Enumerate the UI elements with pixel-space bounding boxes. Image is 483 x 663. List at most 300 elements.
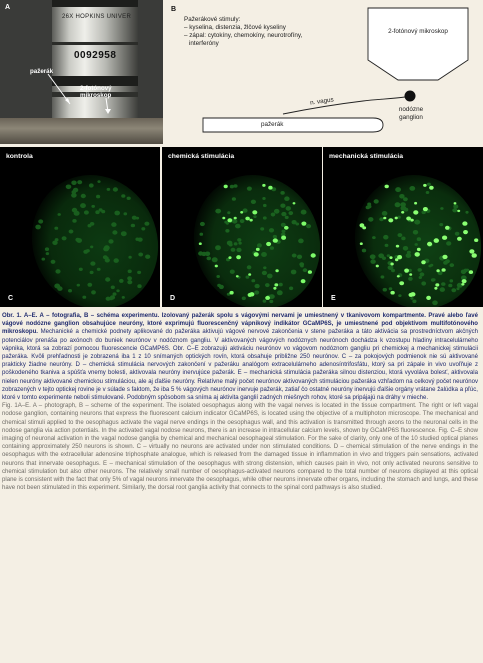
neuron-cell <box>77 284 80 287</box>
neuron-cell <box>286 206 291 211</box>
neuron-cell <box>274 209 280 214</box>
neuron-cell <box>269 300 273 303</box>
neuron-cell <box>103 247 109 252</box>
esophagus-shape <box>203 118 383 132</box>
neuron-cell <box>73 188 78 193</box>
neuron-cell <box>257 243 262 247</box>
active-neuron <box>423 184 427 187</box>
scheme-label-microscope: 2-fotónový mikroskop <box>388 28 448 35</box>
objective-engraving: 26X HOPKINS UNIVER <box>62 14 132 20</box>
ganglion-image-c <box>0 147 160 307</box>
active-neuron <box>457 237 462 241</box>
active-neuron <box>266 242 271 246</box>
neuron-cell <box>255 284 260 288</box>
neuron-cell <box>273 235 277 239</box>
neuron-cell <box>90 261 95 265</box>
active-neuron <box>389 256 392 259</box>
neuron-cell <box>84 210 89 214</box>
neuron-cell <box>306 224 311 228</box>
active-neuron <box>404 269 409 273</box>
active-neuron <box>390 291 394 295</box>
neuron-cell <box>215 209 221 214</box>
neuron-cell <box>382 257 386 260</box>
neuron-cell <box>263 216 267 219</box>
neuron-cell <box>97 180 100 183</box>
neuron-cell <box>200 222 205 226</box>
active-neuron <box>228 256 231 259</box>
neuron-cell <box>301 210 307 215</box>
active-neuron <box>409 273 412 276</box>
neuron-cell <box>280 191 284 195</box>
active-neuron <box>396 245 399 248</box>
active-neuron <box>442 255 447 259</box>
neuron-cell <box>201 252 206 256</box>
neuron-cell <box>381 275 385 278</box>
neuron-cell <box>55 269 60 273</box>
neuron-cell <box>237 238 241 242</box>
active-neuron <box>401 211 404 214</box>
neuron-cell <box>389 287 393 290</box>
neuron-cell <box>251 279 255 282</box>
neuron-cell <box>72 208 77 213</box>
neuron-cell <box>138 253 143 257</box>
neuron-cell <box>427 183 431 186</box>
neuron-cell <box>254 290 259 294</box>
neuron-cell <box>391 269 395 272</box>
neuron-cell <box>445 259 450 263</box>
neuron-cell <box>108 239 113 243</box>
neuron-cell <box>292 254 297 258</box>
neuron-cell <box>263 204 267 207</box>
neuron-cell <box>121 194 125 198</box>
neuron-cell <box>81 194 86 198</box>
neuron-cell <box>362 249 366 253</box>
panel-d-title: chemická stimulácia <box>168 153 235 160</box>
neuron-cell <box>54 227 58 230</box>
active-neuron <box>410 219 413 222</box>
neuron-cell <box>277 290 283 295</box>
neuron-cell <box>413 230 418 235</box>
active-neuron <box>413 210 418 214</box>
neuron-cell <box>440 207 443 210</box>
neuron-cell <box>127 276 132 280</box>
neuron-cell <box>265 283 270 287</box>
neuron-cell <box>451 288 456 292</box>
neuron-cell <box>271 213 276 217</box>
neuron-cell <box>269 228 274 232</box>
fluorescence-panel-d <box>162 147 322 307</box>
neuron-cell <box>409 186 415 191</box>
neuron-cell <box>101 210 105 213</box>
neuron-cell <box>284 196 289 201</box>
active-neuron <box>469 270 473 274</box>
active-neuron <box>472 253 477 258</box>
neuron-cell <box>107 188 111 191</box>
neuron-cell <box>42 258 46 261</box>
active-neuron <box>383 217 386 220</box>
neuron-cell <box>109 297 113 301</box>
active-neuron <box>423 207 428 211</box>
neuron-cell <box>97 268 101 271</box>
neuron-cell <box>128 270 132 274</box>
neuron-cell <box>52 241 57 246</box>
active-neuron <box>442 236 447 240</box>
neuron-cell <box>431 278 435 281</box>
neuron-cell <box>89 183 94 187</box>
neuron-cell <box>91 290 96 294</box>
active-neuron <box>395 258 398 261</box>
neuron-cell <box>374 199 379 203</box>
neuron-cell <box>303 268 308 272</box>
active-neuron <box>284 226 289 230</box>
neuron-cell <box>116 289 119 292</box>
neuron-cell <box>383 235 388 240</box>
neuron-cell <box>111 222 116 227</box>
neuron-cell <box>461 270 466 275</box>
caption-slovak <box>2 312 478 402</box>
neuron-cell <box>90 271 94 274</box>
active-neuron <box>222 217 225 220</box>
photo-arrows <box>0 0 163 144</box>
neuron-cell <box>367 203 371 206</box>
neuron-cell <box>401 206 407 211</box>
neuron-cell <box>66 185 72 190</box>
active-neuron <box>415 252 420 257</box>
neuron-cell <box>128 256 131 259</box>
neuron-cell <box>112 230 117 234</box>
neuron-cell <box>398 233 403 237</box>
neuron-cell <box>216 275 220 278</box>
active-neuron <box>421 260 426 264</box>
neuron-cell <box>446 241 451 245</box>
neuron-cell <box>233 184 237 188</box>
neuron-cell <box>279 283 283 287</box>
stimuli-item: – zápal: cytokíny, chemokíny, neurotrofíny, <box>184 32 303 39</box>
neuron-cell <box>141 227 145 230</box>
scheme-label-esophagus: pažerák <box>261 121 284 128</box>
neuron-cell <box>90 222 95 226</box>
neuron-cell <box>440 287 445 292</box>
fluorescence-panel-e <box>323 147 483 307</box>
neuron-cell <box>234 242 238 245</box>
neuron-cell <box>144 222 149 226</box>
neuron-cell <box>58 213 61 216</box>
caption-slovak-bold: Obr. 1. A–E. A – fotografia, B – schéma experimentu. Izolovaný pažerák spolu s vágovými nervami je umiestnený v tkanivovom kompartmente. Pravé alebo ľavé vágové nodózne ganglion obsahujúce neuróny, ktoré exprimujú fluorescenčný vápnikový indikátor GCaMP6S, je umiestnené pod objektívom multifotónového mikroskopu. <box>2 313 478 336</box>
active-neuron <box>376 265 379 268</box>
neuron-cell <box>246 276 250 279</box>
ganglion-image-e <box>323 147 483 307</box>
neuron-cell <box>298 239 304 244</box>
neuron-cell <box>87 283 92 287</box>
neuron-cell <box>51 260 56 264</box>
active-neuron <box>252 210 257 214</box>
neuron-cell <box>80 203 86 208</box>
neuron-cell <box>242 297 246 301</box>
active-neuron <box>308 270 312 274</box>
neuron-cell <box>412 300 416 304</box>
active-neuron <box>301 222 306 226</box>
photo-panel-a <box>0 0 163 144</box>
photo-label-microscope: 2-fotónový mikroskop <box>80 85 112 99</box>
neuron-cell <box>280 204 285 208</box>
neuron-cell <box>113 187 118 191</box>
neuron-cell <box>57 286 62 291</box>
active-neuron <box>245 217 250 221</box>
scheme-label-vagus: n. vagus <box>309 96 335 107</box>
neuron-cell <box>124 212 128 215</box>
neuron-cell <box>119 279 124 283</box>
neuron-cell <box>75 238 80 242</box>
neuron-cell <box>453 204 458 208</box>
active-neuron <box>406 217 411 221</box>
neuron-cell <box>426 191 430 194</box>
neuron-cell <box>145 255 150 259</box>
neuron-cell <box>410 297 413 300</box>
neuron-cell <box>403 246 408 251</box>
neuron-cell <box>236 248 241 252</box>
panel-c-label: C <box>8 295 14 302</box>
neuron-cell <box>238 242 241 245</box>
neuron-cell <box>229 243 233 246</box>
active-neuron <box>434 287 437 290</box>
active-neuron <box>429 186 434 190</box>
neuron-cell <box>418 268 422 272</box>
neuron-cell <box>79 268 83 271</box>
active-neuron <box>268 186 272 190</box>
active-neuron <box>224 185 228 189</box>
neuron-cell <box>46 252 49 255</box>
neuron-cell <box>91 205 95 208</box>
active-neuron <box>293 202 296 204</box>
neuron-cell <box>281 212 286 216</box>
neuron-cell <box>232 197 236 201</box>
active-neuron <box>390 263 393 266</box>
scheme-panel-b <box>163 0 483 144</box>
ganglion-image-d <box>162 147 322 307</box>
active-neuron <box>360 223 365 227</box>
neuron-cell <box>395 202 401 207</box>
neuron-cell <box>450 263 455 267</box>
figure-caption <box>2 312 478 492</box>
neuron-cell <box>432 300 438 305</box>
active-neuron <box>395 217 398 220</box>
active-neuron <box>256 248 260 251</box>
neuron-cell <box>114 258 119 263</box>
neuron-cell <box>77 180 82 184</box>
active-neuron <box>199 242 202 245</box>
neuron-cell <box>137 271 141 274</box>
neuron-cell <box>68 289 72 292</box>
neuron-cell <box>35 225 41 230</box>
active-neuron <box>254 252 259 256</box>
neuron-cell <box>415 243 418 246</box>
neuron-cell <box>263 266 266 269</box>
active-neuron <box>262 184 265 187</box>
active-neuron <box>311 253 316 257</box>
active-neuron <box>227 218 232 222</box>
active-neuron <box>436 269 439 272</box>
neuron-cell <box>379 217 384 221</box>
neuron-cell <box>261 252 267 257</box>
neuron-cell <box>297 255 302 259</box>
neuron-cell <box>83 250 88 254</box>
neuron-cell <box>127 197 131 200</box>
active-neuron <box>275 269 278 272</box>
active-neuron <box>236 275 239 277</box>
active-neuron <box>457 210 460 212</box>
active-neuron <box>388 218 393 222</box>
neuron-cell <box>136 217 139 220</box>
active-neuron <box>385 185 389 189</box>
caption-slovak-body: Mechanické a chemické podnety aplikované do pažeráka aktivujú vágové nervové zakončenia v stene pažeráka a táto aktivácia sa prostredníctvom akčných potenciálov prenáša po axónoch do buniek neurónov v nodóznom gangliu. V aktivovaných vágových nodóznych neurónoch dochádza k vzostupu hladiny intracelulárneho vápnika, ktorá sa zobrazí pomocou fluorescencie GCaMP6S. Obr. C–E zobrazujú aktiváciu neurónov vo vágovom nodóznom gangliu pri chemickej a mechanickej stimulácii pažeráka. Kvôli prehľadnosti je zobrazená iba 1 z 10 snímaných optických rovín, ktorá obsahuje približne 250 neurónov. C – za pokojových podmienok nie sú aktivované prakticky žiadne neuróny. D – chemická stimulácia nervových zakončení v pažeráku analógom extracelulárneho adenosíntrifosfátu, ktorý sa pri zápale in vivo uvoľňuje z poškodeného tkaniva a spúšťa vnemy bolesti, aktivovala neuróny inervujúce pažerák. E – mechanická stimulácia pažeráka silnou distenziou, ktorá vyvoláva bolesť, aktivovala nielen neuróny aktivované chemickou stimuláciou, ale aj ďalšie neuróny. Relatívne malý počet neurónov aktivovaných stimuláciou pažeráka vzhľadom na celkový počet neurónov zobrazených v tejto optickej rovine je v súlade s faktom, že iba 5 % vágových neurónov inervuje pažerák, zatiaľ čo ostatné neuróny inervujú ďalšie orgány vrátane žalúdka a pľúc, ktoré v tomto experimente neboli stimulované. Podobným spôsobom sa sníma aj aktivita ganglií zadných miešnych rohov, ktoré sa pripájajú na dráhy v mieche. <box>2 329 478 402</box>
neuron-cell <box>207 257 212 261</box>
neuron-cell <box>262 271 267 275</box>
neuron-cell <box>247 187 252 191</box>
neuron-cell <box>291 270 297 275</box>
neuron-cell <box>382 211 388 216</box>
active-neuron <box>265 296 270 300</box>
neuron-cell <box>372 236 376 239</box>
neuron-cell <box>247 265 252 269</box>
neuron-cell <box>230 270 235 274</box>
stimuli-item: interferóny <box>189 40 219 47</box>
neuron-cell <box>401 237 405 241</box>
active-neuron <box>462 221 467 225</box>
neuron-cell <box>398 294 401 297</box>
neuron-cell <box>452 208 457 212</box>
neuron-cell <box>289 211 294 215</box>
neuron-cell <box>71 193 77 198</box>
neuron-cell <box>282 230 286 233</box>
neuron-cell <box>224 221 228 224</box>
neuron-cell <box>270 246 274 250</box>
active-neuron <box>248 273 251 276</box>
active-neuron <box>417 248 421 251</box>
neuron-cell <box>292 220 297 224</box>
stimuli-item: – kyselina, distenzia, žlčové kyseliny <box>184 24 286 31</box>
active-neuron <box>469 249 474 253</box>
neuron-cell <box>285 216 289 219</box>
active-neuron <box>281 236 286 240</box>
neuron-cell <box>90 246 93 249</box>
neuron-cell <box>135 238 139 241</box>
neuron-cell <box>240 219 245 223</box>
active-neuron <box>248 293 253 297</box>
active-neuron <box>414 202 417 205</box>
neuron-cell <box>253 215 256 218</box>
neuron-cell <box>111 286 115 290</box>
neuron-cell <box>421 281 426 285</box>
neuron-cell <box>260 227 264 230</box>
active-neuron <box>230 291 234 295</box>
neuron-cell <box>419 276 422 279</box>
neuron-cell <box>455 232 460 236</box>
neuron-cell <box>450 279 454 282</box>
active-neuron <box>454 202 457 204</box>
neuron-cell <box>114 211 120 216</box>
active-neuron <box>442 268 446 272</box>
neuron-cell <box>230 185 234 189</box>
neuron-cell <box>383 288 387 292</box>
neuron-cell <box>417 237 421 241</box>
neuron-cell <box>69 230 74 234</box>
active-neuron <box>445 226 450 230</box>
neuron-cell <box>82 296 86 299</box>
stimuli-title: Pažerákové stimuly: <box>184 16 241 23</box>
neuron-cell <box>300 265 304 268</box>
neuron-cell <box>121 231 127 236</box>
neuron-cell <box>72 219 76 223</box>
neuron-cell <box>428 265 431 268</box>
neuron-cell <box>96 195 100 199</box>
active-neuron <box>462 279 467 283</box>
neuron-cell <box>368 217 373 222</box>
microscope-shape <box>368 8 468 80</box>
neuron-cell <box>395 187 401 192</box>
neuron-cell <box>71 181 76 186</box>
neuron-cell <box>370 254 376 259</box>
active-neuron <box>273 238 278 242</box>
photo-label-esophagus: pažerák <box>30 68 54 75</box>
neuron-cell <box>215 245 221 250</box>
active-neuron <box>426 296 431 300</box>
panel-b-label: B <box>171 6 177 13</box>
neuron-cell <box>262 197 265 200</box>
neuron-cell <box>385 244 389 247</box>
active-neuron <box>240 211 243 214</box>
active-neuron <box>301 279 306 283</box>
active-neuron <box>409 293 414 297</box>
active-neuron <box>273 287 276 290</box>
neuron-cell <box>408 277 413 281</box>
neuron-cell <box>439 223 443 226</box>
objective-serial: 0092958 <box>74 50 117 61</box>
neuron-cell <box>137 284 141 288</box>
neuron-cell <box>122 296 125 299</box>
neuron-cell <box>466 269 469 272</box>
neuron-cell <box>227 211 230 214</box>
neuron-cell <box>403 197 408 201</box>
neuron-cell <box>414 220 420 225</box>
neuron-cell <box>62 236 67 240</box>
scheme-drawing <box>163 0 483 144</box>
active-neuron <box>435 283 439 286</box>
panel-c-title: kontrola <box>6 153 33 160</box>
panel-a-label: A <box>5 4 11 11</box>
nodose-ganglion-dot <box>405 91 416 102</box>
neuron-cell <box>267 274 273 279</box>
active-neuron <box>234 217 237 220</box>
active-neuron <box>427 242 432 246</box>
neuron-cell <box>127 280 132 284</box>
neuron-cell <box>289 287 293 291</box>
active-neuron <box>215 265 218 268</box>
neuron-cell <box>420 272 425 276</box>
panel-e-title: mechanická stimulácia <box>329 153 404 160</box>
active-neuron <box>360 242 363 245</box>
active-neuron <box>236 255 241 259</box>
active-neuron <box>461 283 464 286</box>
neuron-cell <box>103 255 108 259</box>
neuron-cell <box>406 253 412 258</box>
neuron-cell <box>225 229 229 233</box>
active-neuron <box>399 281 404 285</box>
neuron-cell <box>131 224 135 228</box>
neuron-cell <box>231 248 236 252</box>
neuron-cell <box>212 257 218 262</box>
neuron-cell <box>448 284 452 288</box>
neuron-cell <box>243 208 248 212</box>
